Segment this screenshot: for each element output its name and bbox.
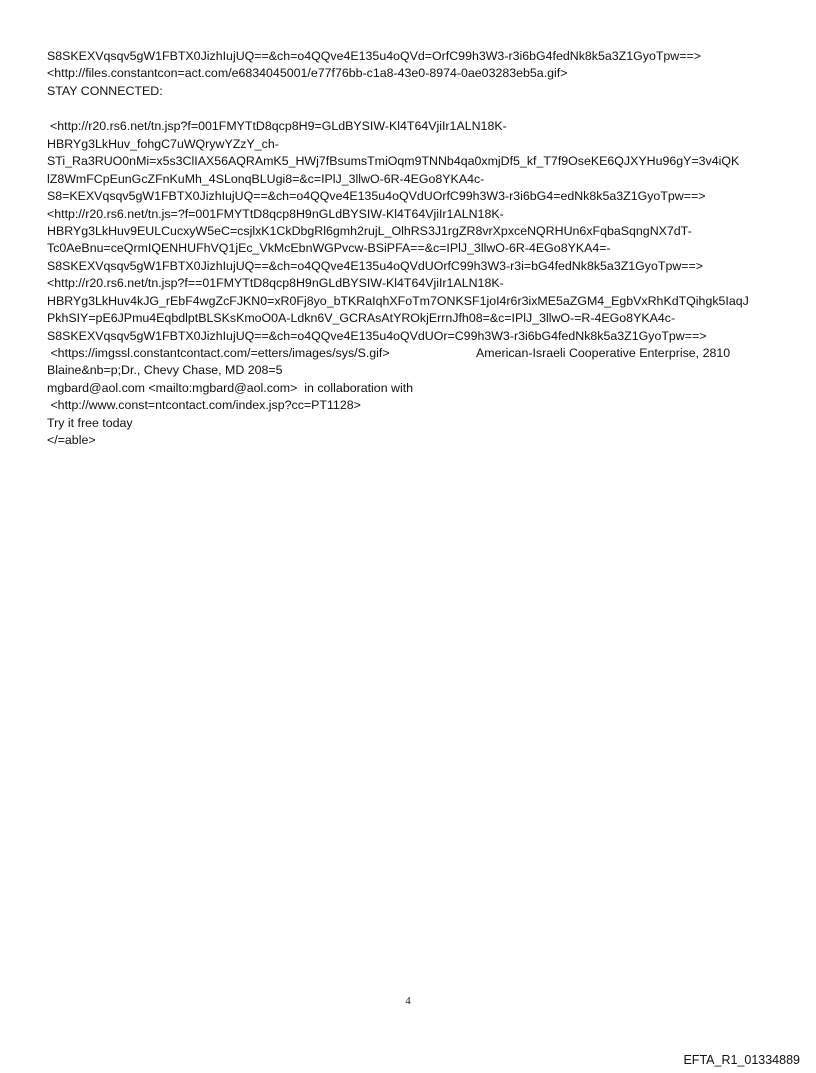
email-body-text: [47, 48, 777, 450]
text-line: S8SKEXVqsqv5gW1FBTX0JizhIujUQ==&ch=o4QQve4E135u4oQVdUOr=C99h3W3-r3i6bG4fedNk8k5a3Z1GyoTpw==>: [47, 328, 707, 343]
imgssl-line: [47, 345, 777, 362]
closing-tag-line: </=able>: [47, 433, 96, 448]
document-id: EFTA_R1_01334889: [683, 1053, 800, 1067]
text-line: HBRYg3LkHuv_fohgC7uWQrywYZzY_ch-: [47, 136, 279, 151]
text-line: HBRYg3LkHuv4kJG_rEbF4wgZcFJKN0=xR0Fj8yo_bTKRaIqhXFoTm7ONKSF1joI4r6r3ixME5aZGM4_EgbVxRhKdTQihgk5IaqJ: [47, 293, 749, 308]
text-line: STi_Ra3RUO0nMi=x5s3ClIAX56AQRAmK5_HWj7fBsumsTmiOqm9TNNb4qa0xmjDf5_kf_T7f9OseKE6QJXYHu96gY=3v4iQK: [47, 154, 740, 169]
email-line: mgbard@aol.com <mailto:mgbard@aol.com> in collaboration with: [47, 380, 414, 395]
organization-address-text: American-Israeli Cooperative Enterprise, 2810: [476, 346, 731, 360]
page-number: 4: [405, 995, 411, 1007]
text-line: <http://files.constantcon=act.com/e6834045001/e77f76bb-c1a8-43e0-8974-0ae03283eb5a.gif>: [47, 66, 568, 81]
blank-line: [47, 100, 777, 118]
address-line: Blaine&nb=p;Dr., Chevy Chase, MD 208=5: [47, 363, 283, 378]
text-line: S8SKEXVqsqv5gW1FBTX0JizhIujUQ==&ch=o4QQve4E135u4oQVd=OrfC99h3W3-r3i6bG4fedNk8k5a3Z1GyoTpw==>: [47, 49, 701, 63]
text-line: S8=KEXVqsqv5gW1FBTX0JizhIujUQ==&ch=o4QQve4E135u4oQVdUOrfC99h3W3-r3i6bG4=edNk8k5a3Z1GyoTpw==>: [47, 189, 706, 204]
link-line: <http://www.const=ntcontact.com/index.jsp?cc=PT1128>: [47, 398, 361, 413]
imgssl-link-text: <https://imgssl.constantcontact.com/=etters/images/sys/S.gif>: [47, 346, 390, 360]
try-free-line: Try it free today: [47, 415, 133, 430]
text-line: PkhSIY=pE6JPmu4EqbdlptBLSKsKmoO0A-Ldkn6V_GCRAsAtYROkjErrnJfh08=&c=IPlJ_3llwO-=R-4EGo8YKA4c-: [47, 311, 676, 326]
text-line: STAY CONNECTED:: [47, 83, 163, 98]
text-line: Tc0AeBnu=ceQrmIQENHUFhVQ1jEc_VkMcEbnWGPvcw-BSiPFA==&c=IPlJ_3llwO-6R-4EGo8YKA4=-: [47, 241, 611, 256]
text-line: <http://r20.rs6.net/tn.jsp?f=001FMYTtD8qcp8H9=GLdBYSIW-Kl4T64VjiIr1ALN18K-: [50, 119, 507, 134]
text-line: lZ8WmFCpEunGcZFnKuMh_4SLonqBLUgi8=&c=IPlJ_3llwO-6R-4EGo8YKA4c-: [47, 171, 485, 186]
text-line: <http://r20.rs6.net/tn.jsp?f==01FMYTtD8qcp8H9nGLdBYSIW-Kl4T64VjiIr1ALN18K-: [47, 276, 504, 291]
text-line: S8SKEXVqsqv5gW1FBTX0JizhIujUQ==&ch=o4QQve4E135u4oQVdUOrfC99h3W3-r3i=bG4fedNk8k5a3Z1GyoTpw==>: [47, 258, 704, 273]
text-line: <http://r20.rs6.net/tn.js=?f=001FMYTtD8qcp8H9nGLdBYSIW-Kl4T64VjiIr1ALN18K-: [47, 206, 504, 221]
text-line: HBRYg3LkHuv9EULCucxyW5eC=csjlxK1CkDbgRl6gmh2rujL_OlhRS3J1rgZR8vrXpxceNQRHUn6xFqbaSqngNX7dT-: [47, 223, 692, 238]
